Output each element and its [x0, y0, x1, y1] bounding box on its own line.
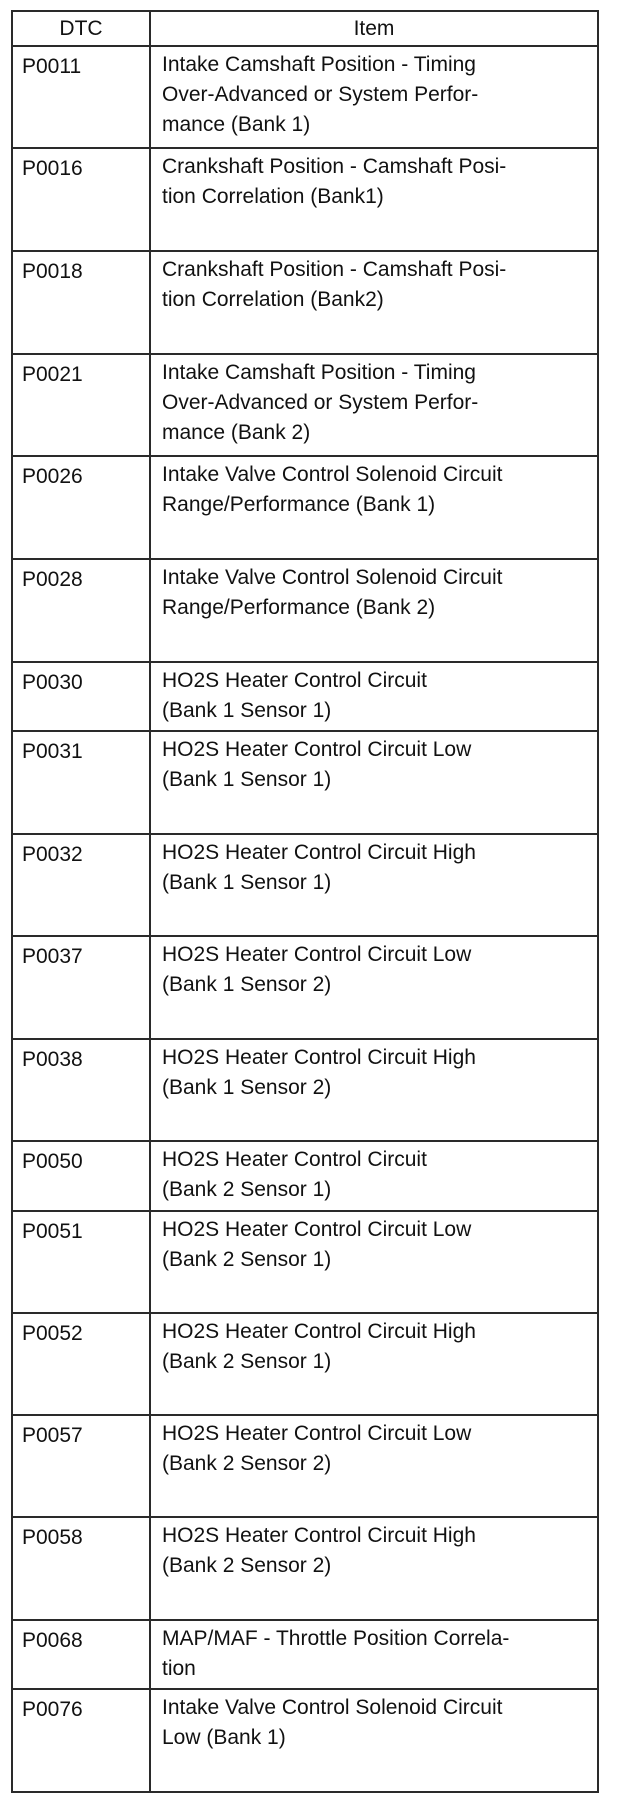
dtc-code: P0076 — [12, 1689, 150, 1792]
dtc-description: HO2S Heater Control Circuit Low (Bank 2 Sensor 2) — [150, 1415, 598, 1517]
table-row — [12, 936, 598, 1039]
dtc-column-header: DTC — [12, 11, 150, 46]
table-row — [12, 1517, 598, 1620]
dtc-description: HO2S Heater Control Circuit High (Bank 1 Sensor 2) — [150, 1039, 598, 1141]
dtc-code: P0058 — [12, 1517, 150, 1620]
table-row — [12, 1141, 598, 1211]
dtc-description: Crankshaft Position - Camshaft Posi- tion Correlation (Bank1) — [150, 148, 598, 251]
dtc-code: P0018 — [12, 251, 150, 354]
dtc-code: P0016 — [12, 148, 150, 251]
dtc-description: Intake Valve Control Solenoid Circuit Range/Performance (Bank 2) — [150, 559, 598, 662]
dtc-description: HO2S Heater Control Circuit Low (Bank 2 Sensor 1) — [150, 1211, 598, 1313]
item-column-header: Item — [150, 11, 598, 46]
table-row — [12, 1313, 598, 1415]
dtc-description: HO2S Heater Control Circuit Low (Bank 1 Sensor 2) — [150, 936, 598, 1039]
dtc-description: HO2S Heater Control Circuit (Bank 2 Sensor 1) — [150, 1141, 598, 1211]
dtc-description: Intake Camshaft Position - Timing Over-Advanced or System Perfor- mance (Bank 2) — [150, 354, 598, 456]
dtc-description: HO2S Heater Control Circuit High (Bank 1 Sensor 1) — [150, 834, 598, 936]
table-row — [12, 354, 598, 456]
table-row — [12, 1211, 598, 1313]
table-row — [12, 662, 598, 731]
dtc-description: HO2S Heater Control Circuit Low (Bank 1 Sensor 1) — [150, 731, 598, 834]
dtc-description: Intake Valve Control Solenoid Circuit Low (Bank 1) — [150, 1689, 598, 1792]
dtc-code: P0037 — [12, 936, 150, 1039]
dtc-description: Intake Camshaft Position - Timing Over-Advanced or System Perfor- mance (Bank 1) — [150, 46, 598, 148]
dtc-description: Crankshaft Position - Camshaft Posi- tion Correlation (Bank2) — [150, 251, 598, 354]
dtc-code: P0057 — [12, 1415, 150, 1517]
dtc-code: P0030 — [12, 662, 150, 731]
table-header-row — [12, 11, 598, 46]
table-row — [12, 559, 598, 662]
dtc-code: P0032 — [12, 834, 150, 936]
table-row — [12, 1415, 598, 1517]
dtc-code: P0050 — [12, 1141, 150, 1211]
dtc-code: P0011 — [12, 46, 150, 148]
table-row — [12, 1039, 598, 1141]
dtc-table — [11, 10, 599, 1793]
table-row — [12, 731, 598, 834]
table-row — [12, 834, 598, 936]
dtc-description: HO2S Heater Control Circuit High (Bank 2 Sensor 2) — [150, 1517, 598, 1620]
dtc-description: HO2S Heater Control Circuit High (Bank 2 Sensor 1) — [150, 1313, 598, 1415]
dtc-description: HO2S Heater Control Circuit (Bank 1 Sensor 1) — [150, 662, 598, 731]
dtc-code: P0021 — [12, 354, 150, 456]
dtc-code: P0068 — [12, 1620, 150, 1689]
table-row — [12, 251, 598, 354]
dtc-code: P0031 — [12, 731, 150, 834]
table-row — [12, 1620, 598, 1689]
table-row — [12, 46, 598, 148]
dtc-code: P0026 — [12, 456, 150, 559]
dtc-code: P0052 — [12, 1313, 150, 1415]
dtc-description: Intake Valve Control Solenoid Circuit Range/Performance (Bank 1) — [150, 456, 598, 559]
dtc-code: P0038 — [12, 1039, 150, 1141]
table-row — [12, 456, 598, 559]
dtc-code: P0051 — [12, 1211, 150, 1313]
dtc-description: MAP/MAF - Throttle Position Correla- tion — [150, 1620, 598, 1689]
dtc-code: P0028 — [12, 559, 150, 662]
table-row — [12, 1689, 598, 1792]
table-row — [12, 148, 598, 251]
